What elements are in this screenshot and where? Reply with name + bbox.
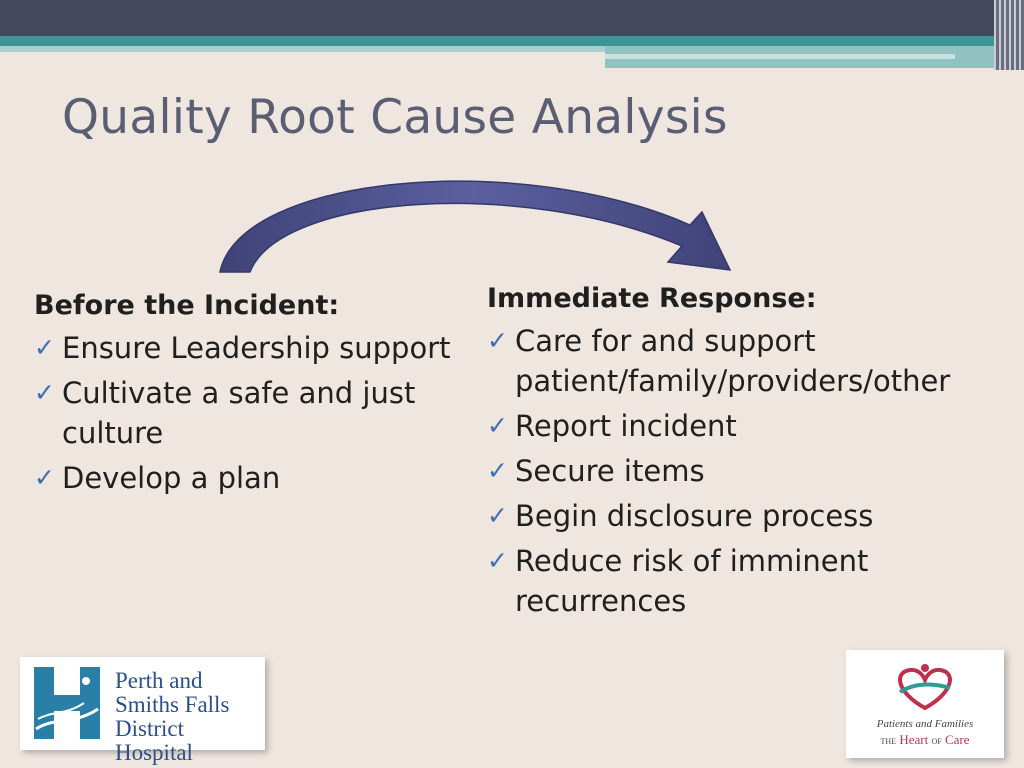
check-icon: ✓ — [487, 326, 508, 355]
before-list — [34, 328, 454, 498]
check-icon: ✓ — [487, 456, 508, 485]
hospital-logo — [20, 657, 265, 765]
before-heading: Before the Incident: — [34, 290, 340, 321]
care-tagline: Patients and Families — [876, 718, 974, 730]
hospital-name-line: District Hospital — [115, 716, 193, 765]
check-icon: ✓ — [487, 546, 508, 575]
accent-stripe — [0, 36, 1024, 46]
list-item — [34, 458, 454, 498]
list-item-text: Ensure Leadership support — [62, 331, 451, 365]
list-item-text: Report incident — [515, 409, 737, 443]
check-icon: ✓ — [487, 411, 508, 440]
response-heading: Immediate Response: — [487, 283, 817, 314]
care-word: Care — [944, 732, 970, 747]
slide-title: Quality Root Cause Analysis — [62, 90, 728, 145]
check-icon: ✓ — [34, 333, 55, 362]
list-item — [487, 321, 1017, 401]
accent-stripe-highlight — [605, 54, 955, 59]
hospital-emblem-icon — [34, 667, 106, 739]
list-item — [34, 328, 454, 368]
list-item — [487, 406, 1017, 446]
check-icon: ✓ — [34, 378, 55, 407]
care-word: OF — [931, 737, 942, 746]
accent-stripe-light — [0, 46, 620, 52]
immediate-response-section — [487, 281, 1017, 626]
list-item-text: Reduce risk of imminent recurrences — [515, 544, 869, 618]
hospital-name-line: Perth and — [115, 668, 203, 693]
heart-emblem-icon — [886, 662, 964, 714]
list-item — [487, 541, 1017, 621]
list-item — [487, 496, 1017, 536]
care-word: THE — [880, 737, 897, 746]
list-item-text: Secure items — [515, 454, 705, 488]
list-item — [487, 451, 1017, 491]
corner-stripes — [994, 0, 1024, 70]
list-item-text: Cultivate a safe and just culture — [62, 376, 416, 450]
heart-of-care-logo — [846, 650, 1004, 758]
care-word: Heart — [899, 732, 929, 747]
top-bar — [0, 0, 1024, 36]
care-wordmark — [846, 732, 1004, 748]
check-icon: ✓ — [34, 463, 55, 492]
before-incident-section — [34, 288, 454, 503]
list-item-text: Begin disclosure process — [515, 499, 874, 533]
list-item-text: Care for and support patient/family/providers/other — [515, 324, 951, 398]
list-item-text: Develop a plan — [62, 461, 281, 495]
list-item — [34, 373, 454, 453]
hospital-name-line: Smiths Falls — [115, 692, 230, 717]
hospital-name — [115, 669, 265, 765]
response-list — [487, 321, 1017, 621]
check-icon: ✓ — [487, 501, 508, 530]
